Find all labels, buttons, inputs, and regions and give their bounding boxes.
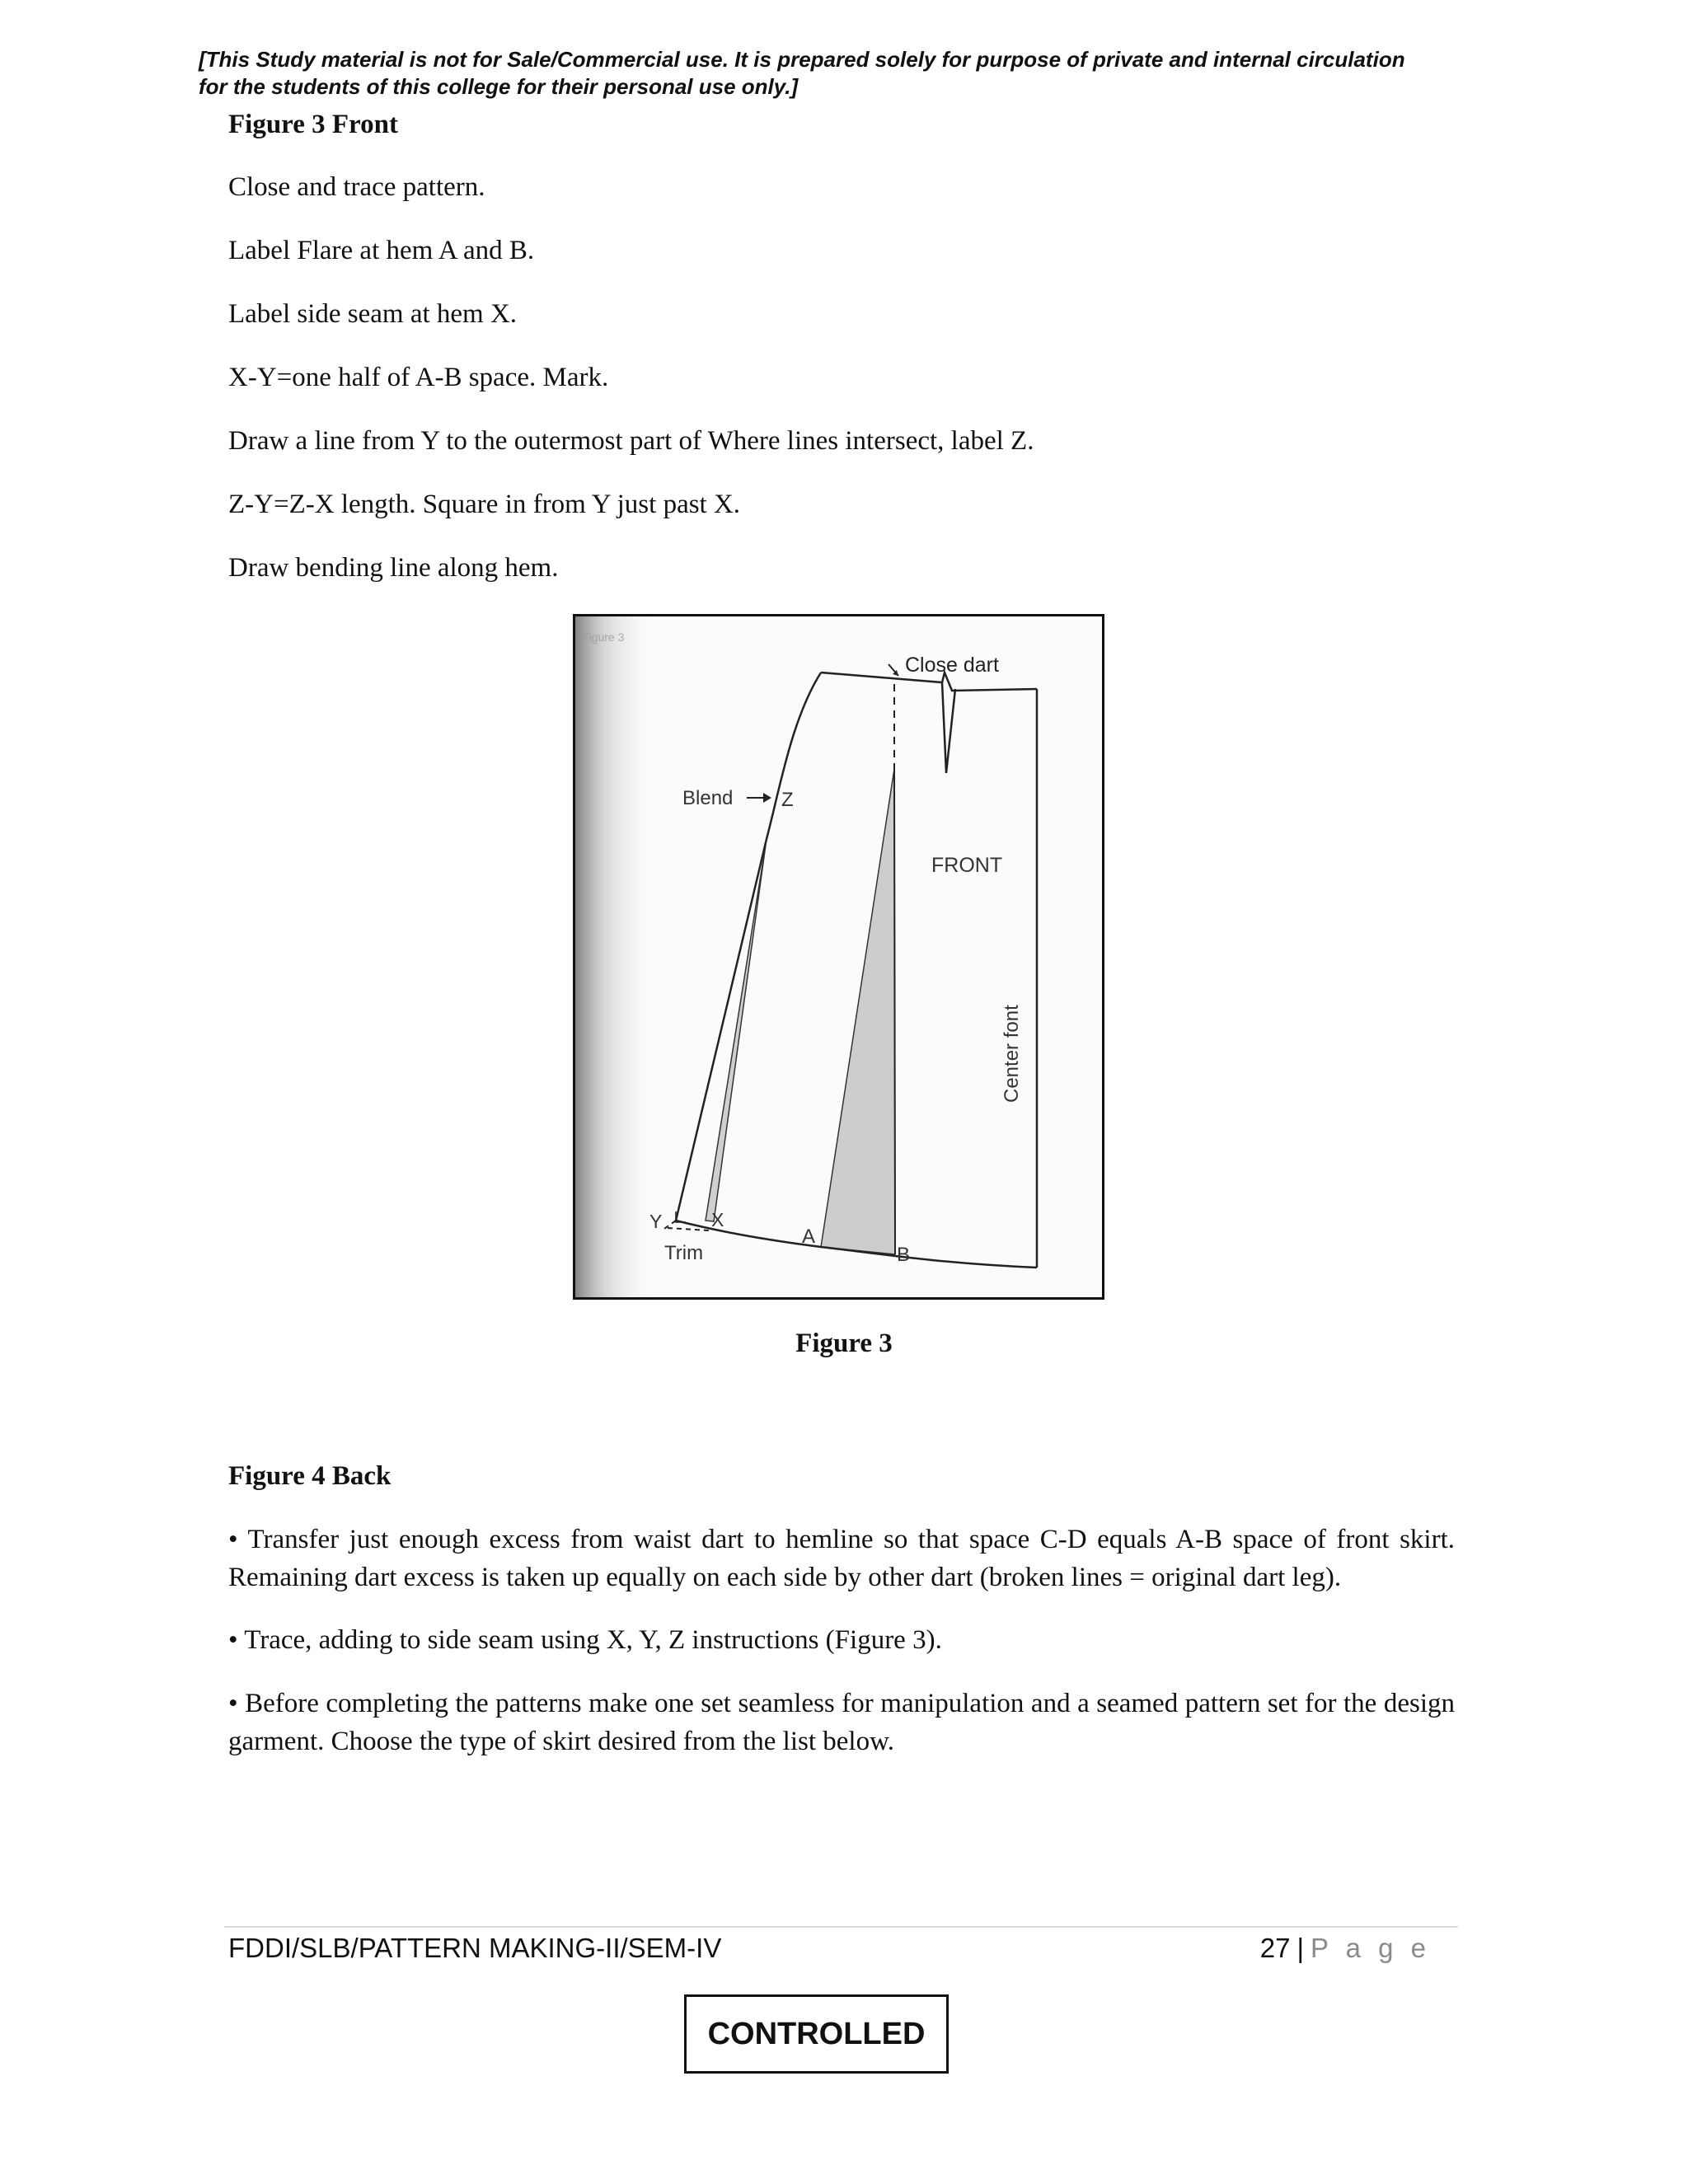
figure-caption: Figure 3 — [795, 1329, 893, 1358]
front-step-5: Draw a line from Y to the outermost part of Where lines intersect, label Z. — [228, 426, 1034, 456]
label-y: Y — [649, 1211, 663, 1232]
flare-wedge — [821, 769, 895, 1254]
label-trim: Trim — [664, 1242, 704, 1264]
back-bullet-1: • Transfer just enough excess from waist dart to hemline so that space C-D equals A-B space of front skirt. Remaining dart excess is taken up equally on each side by other dart (broken lines = original dart leg). — [228, 1525, 1455, 1592]
label-a: A — [802, 1226, 816, 1248]
skirt-front-figure — [573, 614, 1104, 1300]
label-front: FRONT — [931, 854, 1003, 877]
scan-shadow — [575, 616, 658, 1297]
blend-arrow-head — [763, 793, 771, 803]
page-word: P a g e — [1311, 1933, 1431, 1963]
side-seam-line — [676, 673, 821, 1221]
label-close-dart: Close dart — [905, 654, 999, 677]
label-blend: Blend — [682, 787, 734, 809]
page-separator: | — [1296, 1933, 1305, 1963]
label-z: Z — [781, 789, 794, 811]
disclaimer-line-1: [This Study material is not for Sale/Commercial use. It is prepared solely for purpose of private and internal circulation — [199, 47, 1405, 72]
front-step-1: Close and trace pattern. — [228, 172, 485, 202]
back-bullet-2: • Trace, adding to side seam using X, Y, Z instructions (Figure 3). — [228, 1625, 942, 1655]
trim-line-2 — [668, 1228, 709, 1230]
waist-dart — [942, 682, 955, 773]
front-step-7: Draw bending line along hem. — [228, 553, 559, 583]
front-step-6: Z-Y=Z-X length. Square in from Y just past X. — [228, 490, 741, 519]
back-heading: Figure 4 Back — [228, 1461, 392, 1491]
slash-line — [894, 769, 895, 1254]
page-number: 27 — [1259, 1933, 1291, 1963]
front-step-4: X-Y=one half of A-B space. Mark. — [228, 363, 609, 392]
controlled-stamp: CONTROLLED — [684, 1994, 949, 2074]
footer-course-code: FDDI/SLB/PATTERN MAKING-II/SEM-IV — [228, 1933, 722, 1963]
label-b: B — [897, 1244, 911, 1266]
figure-corner-label: Figure 3 — [582, 630, 625, 644]
trim-line — [662, 1221, 676, 1230]
back-bullet-3: • Before completing the patterns make one set seamless for manipulation and a seamed pattern set for the design garment. Choose the type of skirt desired from the list below. — [228, 1689, 1455, 1756]
footer-rule — [224, 1926, 1458, 1928]
front-heading: Figure 3 Front — [228, 110, 398, 139]
label-x: X — [711, 1209, 724, 1230]
footer-page — [1260, 1933, 1431, 1964]
disclaimer-line-2: for the students of this college for their personal use only.] — [199, 74, 799, 99]
label-center-front: Center font — [1001, 1005, 1023, 1103]
front-step-2: Label Flare at hem A and B. — [228, 236, 535, 265]
front-step-3: Label side seam at hem X. — [228, 299, 518, 329]
skirt-front-diagram — [575, 616, 1102, 1297]
side-seam-wedge — [706, 839, 767, 1221]
disclaimer — [199, 46, 1501, 101]
